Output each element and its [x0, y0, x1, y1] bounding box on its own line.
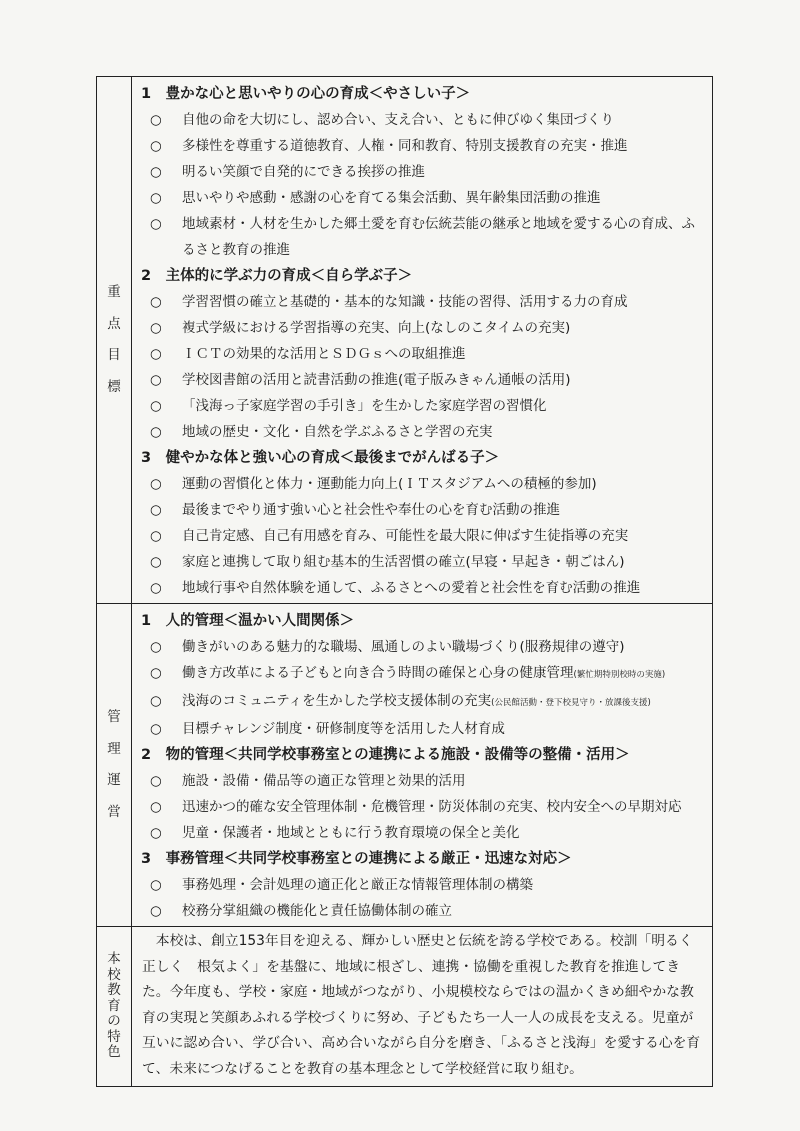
label-char: 教: [107, 982, 121, 999]
features-label-cell: [97, 927, 132, 1087]
label-char: 育: [107, 997, 121, 1014]
list-item: [141, 898, 706, 924]
list-item: [141, 872, 706, 898]
list-item: [141, 289, 706, 315]
item-text: 最後までやり通す強い心と社会性や奉仕の心を育む活動の推進: [182, 502, 560, 518]
item-text: ＩＣＴの効果的な活用とＳＤＧｓへの取組推進: [182, 346, 466, 362]
list-item: [141, 634, 706, 660]
circle-bullet-icon: ○: [150, 502, 162, 518]
item-text: 「浅海っ子家庭学習の手引き」を生かした家庭学習の習慣化: [182, 398, 547, 414]
circle-bullet-icon: ○: [150, 580, 162, 596]
item-text: 迅速かつ的確な安全管理体制・危機管理・防災体制の充実、校内安全への早期対応: [182, 799, 682, 815]
label-char: 目: [107, 347, 121, 363]
item-text: 複式学級における学習指導の充実、向上(なしのこタイムの充実): [182, 320, 571, 336]
goals-content-cell: [132, 77, 713, 604]
item-text: 校務分掌組織の機能化と責任協働体制の確立: [182, 903, 452, 919]
list-item: [141, 688, 706, 716]
item-text: 児童・保護者・地域とともに行う教育環境の保全と美化: [182, 825, 520, 841]
label-char: 色: [107, 1044, 121, 1061]
label-char: 特: [107, 1028, 121, 1045]
list-item: [141, 575, 706, 601]
circle-bullet-icon: ○: [150, 476, 162, 492]
circle-bullet-icon: ○: [150, 190, 162, 206]
goals-label-cell: [97, 77, 132, 604]
features-content-cell: [132, 927, 713, 1087]
circle-bullet-icon: ○: [150, 346, 162, 362]
circle-bullet-icon: ○: [150, 639, 162, 655]
list-item: [141, 315, 706, 341]
item-text: 働きがいのある魅力的な職場、風通しのよい職場づくり(服務規律の遵守): [182, 639, 625, 655]
list-item: [141, 471, 706, 497]
circle-bullet-icon: ○: [150, 164, 162, 180]
circle-bullet-icon: ○: [150, 665, 162, 681]
item-text: 自己肯定感、自己有用感を育み、可能性を最大限に伸ばす生徒指導の充実: [182, 528, 629, 544]
circle-bullet-icon: ○: [150, 372, 162, 388]
item-text: 施設・設備・備品等の適正な管理と効果的活用: [182, 773, 466, 789]
list-item: [141, 768, 706, 794]
item-text: 働き方改革による子どもと向き合う時間の確保と心身の健康管理: [182, 665, 574, 681]
item-text: 地域行事や自然体験を通して、ふるさとへの愛着と社会性を育む活動の推進: [182, 580, 641, 596]
label-char: 運: [107, 772, 121, 788]
circle-bullet-icon: ○: [150, 877, 162, 893]
circle-bullet-icon: ○: [150, 398, 162, 414]
circle-bullet-icon: ○: [150, 721, 162, 737]
item-text: 浅海のコミュニティを生かした学校支援体制の充実: [182, 693, 492, 709]
label-char: 校: [107, 966, 121, 983]
list-item: [141, 211, 706, 263]
management-label-cell: [97, 604, 132, 927]
circle-bullet-icon: ○: [150, 693, 162, 709]
item-text: 明るい笑顔で自発的にできる挨拶の推進: [182, 164, 425, 180]
circle-bullet-icon: ○: [150, 903, 162, 919]
list-item: [141, 419, 706, 445]
management-content-cell: [132, 604, 713, 927]
label-char: 理: [107, 740, 121, 757]
management-heading: 2 物的管理＜共同学校事務室との連携による施設・設備等の整備・活用＞: [141, 747, 630, 763]
item-note: (公民館活動・登下校見守り・放課後支援): [491, 698, 651, 708]
item-text: 学習習慣の確立と基礎的・基本的な知識・技能の習得、活用する力の育成: [182, 294, 628, 310]
circle-bullet-icon: ○: [150, 294, 162, 310]
list-item: [141, 497, 706, 523]
list-item: [141, 716, 706, 742]
management-heading: 1 人的管理＜温かい人間関係＞: [141, 613, 355, 629]
circle-bullet-icon: ○: [150, 216, 162, 232]
circle-bullet-icon: ○: [150, 825, 162, 841]
list-item: [141, 107, 706, 133]
features-paragraph: 本校は、創立153年目を迎える、輝かしい歴史と伝統を誇る学校である。校訓「明るく正しく 根気よく」を基盤に、地域に根ざし、連携・協働を重視した教育を推進してきた。今年度も、学校・家庭・地域がつながり、小規模校ならではの温かくきめ細やかな教育の実現と笑顔あふれる学校づくりに努め、子どもたち一人一人の成長を支える。児童が互いに認め合い、学び合い、高め合いながら自分を磨き、「ふるさと浅海」を愛する心を育て、未来につなげることを教育の基本理念として学校経営に取り組む。: [142, 933, 701, 1077]
item-text: 地域の歴史・文化・自然を学ぶふるさと学習の充実: [182, 424, 493, 440]
circle-bullet-icon: ○: [150, 424, 162, 440]
circle-bullet-icon: ○: [150, 773, 162, 789]
features-label: [97, 952, 131, 1061]
label-char: の: [107, 1013, 121, 1030]
label-char: 営: [107, 803, 121, 820]
management-label: [97, 702, 131, 828]
management-heading: 3 事務管理＜共同学校事務室との連携による厳正・迅速な対応＞: [141, 851, 572, 867]
item-text: 学校図書館の活用と読書活動の推進(電子版みきゃん通帳の活用): [182, 372, 571, 388]
circle-bullet-icon: ○: [150, 320, 162, 336]
label-char: 点: [107, 315, 121, 332]
circle-bullet-icon: ○: [150, 112, 162, 128]
label-char: 重: [107, 284, 121, 300]
list-item: [141, 794, 706, 820]
list-item: [141, 185, 706, 211]
item-text: 思いやりや感動・感謝の心を育てる集会活動、異年齢集団活動の推進: [182, 190, 601, 206]
label-char: 本: [107, 951, 121, 968]
list-item: [141, 159, 706, 185]
school-plan-table: [96, 76, 713, 1087]
item-text: 地域素材・人材を生かした郷土愛を育む伝統芸能の継承と地域を愛する心の育成、ふるさと教育の推進: [182, 216, 695, 258]
item-text: 運動の習慣化と体力・運動能力向上(ＩＴスタジアムへの積極的参加): [182, 476, 597, 492]
list-item: [141, 660, 706, 688]
list-item: [141, 367, 706, 393]
circle-bullet-icon: ○: [150, 554, 162, 570]
circle-bullet-icon: ○: [150, 138, 162, 154]
label-char: 管: [107, 709, 121, 725]
item-note: (繁忙期特別校時の実施): [573, 670, 666, 680]
list-item: [141, 393, 706, 419]
goal-heading: 1 豊かな心と思いやりの心の育成＜やさしい子＞: [141, 86, 471, 102]
circle-bullet-icon: ○: [150, 799, 162, 815]
list-item: [141, 341, 706, 367]
item-text: 目標チャレンジ制度・研修制度等を活用した人材育成: [182, 721, 505, 737]
goals-label: [97, 277, 131, 403]
item-text: 事務処理・会計処理の適正化と厳正な情報管理体制の構築: [182, 877, 533, 893]
label-char: 標: [107, 378, 121, 395]
item-text: 自他の命を大切にし、認め合い、支え合い、ともに伸びゆく集団づくり: [182, 112, 614, 128]
list-item: [141, 523, 706, 549]
goal-heading: 3 健やかな体と強い心の育成＜最後までがんばる子＞: [141, 450, 500, 466]
circle-bullet-icon: ○: [150, 528, 162, 544]
item-text: 家庭と連携して取り組む基本的生活習慣の確立(早寝・早起き・朝ごはん): [182, 554, 625, 570]
goal-heading: 2 主体的に学ぶ力の育成＜自ら学ぶ子＞: [141, 268, 413, 284]
list-item: [141, 133, 706, 159]
item-text: 多様性を尊重する道徳教育、人権・同和教育、特別支援教育の充実・推進: [182, 138, 628, 154]
list-item: [141, 549, 706, 575]
list-item: [141, 820, 706, 846]
